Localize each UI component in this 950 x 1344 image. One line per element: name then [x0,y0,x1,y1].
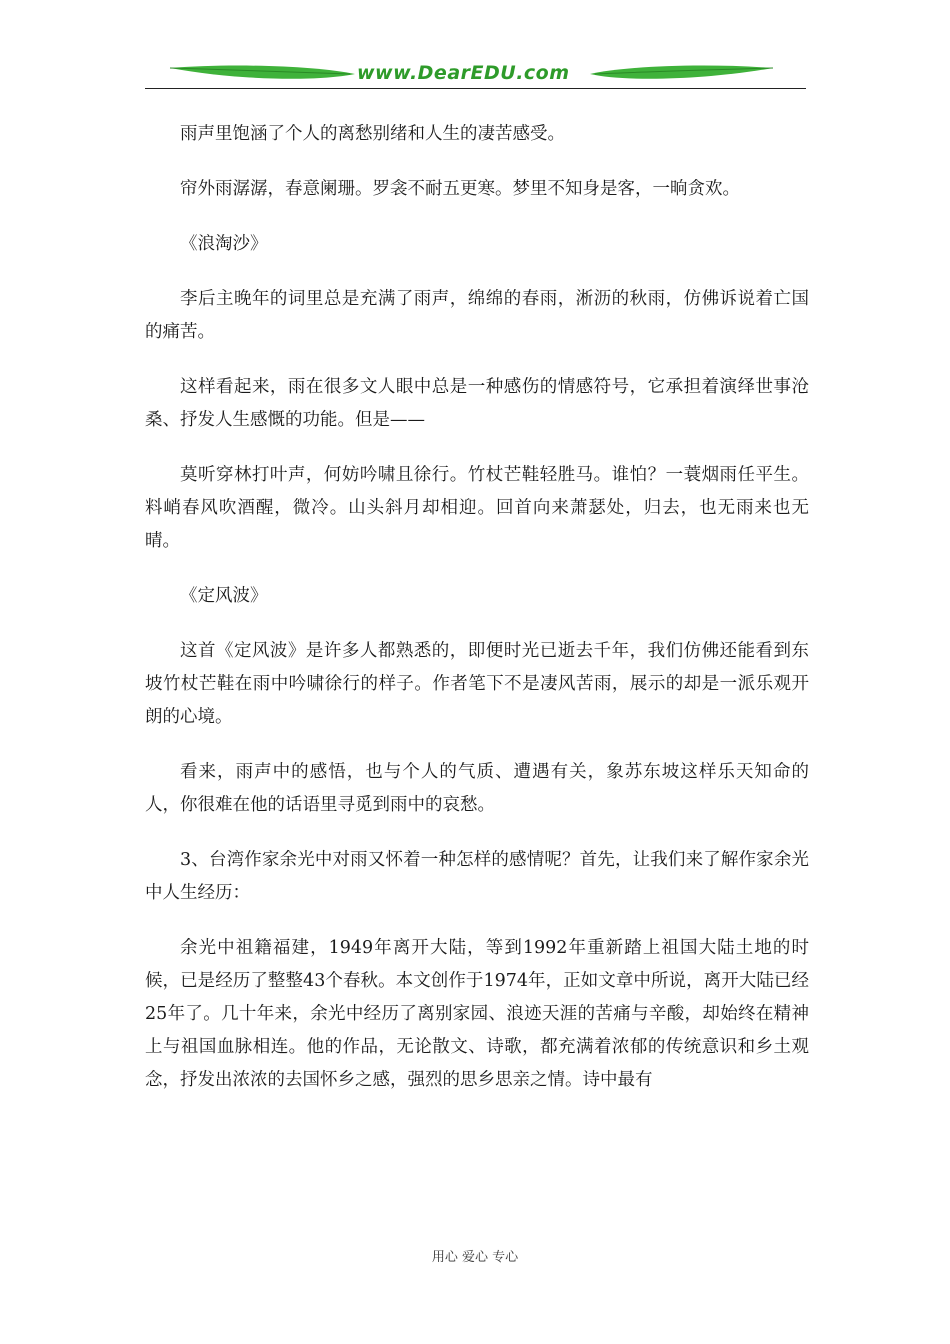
poem-text: 帘外雨潺潺，春意阑珊。罗衾不耐五更寒。梦里不知身是客，一晌贪欢。 [180,179,740,199]
document-body [145,118,809,1119]
poem-text: 莫听穿林打叶声，何妨吟啸且徐行。竹杖芒鞋轻胜马。谁怕？一蓑烟雨任平生。料峭春风吹酒醒，微冷。山头斜月却相迎。回首向来萧瑟处，归去，也无雨来也无晴。 [145,465,809,551]
poem-title: 《浪淘沙》 [180,234,268,254]
site-brand: www.DearEDU.com [357,62,570,84]
paragraph: 看来，雨声中的感悟，也与个人的气质、遭遇有关，象苏东坡这样乐天知命的人，你很难在他的话语里寻觅到雨中的哀愁。 [145,762,809,815]
paragraph: 3、台湾作家余光中对雨又怀着一种怎样的感情呢？首先，让我们来了解作家余光中人生经历： [145,850,809,903]
header-divider [145,88,806,89]
paragraph: 这样看起来，雨在很多文人眼中总是一种感伤的情感符号，它承担着演绎世事沧桑、抒发人生感慨的功能。但是—— [145,377,809,430]
paragraph: 雨声里饱涵了个人的离愁别绪和人生的凄苦感受。 [180,124,565,144]
paragraph: 这首《定风波》是许多人都熟悉的，即便时光已逝去千年，我们仿佛还能看到东坡竹杖芒鞋在雨中吟啸徐行的样子。作者笔下不是凄风苦雨，展示的却是一派乐观开朗的心境。 [145,641,809,727]
page-header [145,58,806,92]
poem-title: 《定风波》 [180,586,268,606]
paragraph: 李后主晚年的词里总是充满了雨声，绵绵的春雨，淅沥的秋雨，仿佛诉说着亡国的痛苦。 [145,289,809,342]
paragraph: 余光中祖籍福建，1949年离开大陆，等到1992年重新踏上祖国大陆土地的时候，已是经历了整整43个春秋。本文创作于1974年，正如文章中所说，离开大陆已经25年了。几十年来，余光中经历了离别家园、浪迹天涯的苦痛与辛酸，却始终在精神上与祖国血脉相连。他的作品，无论散文、诗歌，都充满着浓郁的传统意识和乡土观念，抒发出浓浓的去国怀乡之感，强烈的思乡思亲之情。诗中最有 [145,938,809,1090]
page-footer: 用心 爱心 专心 [431,1250,519,1265]
